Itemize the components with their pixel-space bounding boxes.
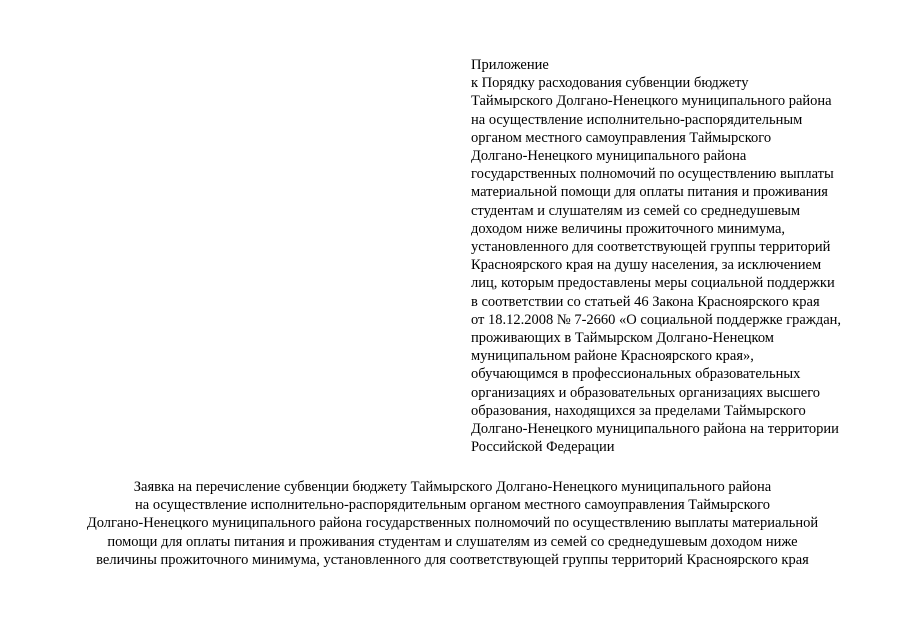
appendix-line: студентам и слушателям из семей со среднедушевым xyxy=(471,202,801,219)
appendix-line: Долгано-Ненецкого муниципального района на территории xyxy=(471,421,839,438)
appendix-line: Таймырского Долгано-Ненецкого муниципального района xyxy=(471,93,832,110)
appendix-line: установленного для соответствующей группы территорий xyxy=(471,239,831,256)
appendix-line: Долгано-Ненецкого муниципального района xyxy=(471,148,747,165)
request-title-line: Долгано-Ненецкого муниципального района государственных полномочий по осуществлению выплаты материальной xyxy=(86,515,819,532)
appendix-line: в соответствии со статьей 46 Закона Красноярского края xyxy=(471,293,820,310)
appendix-heading: Приложение xyxy=(471,57,549,73)
appendix-line: от 18.12.2008 № 7-2660 «О социальной поддержке граждан, xyxy=(471,311,842,328)
appendix-line: доходом ниже величины прожиточного минимума, xyxy=(471,220,786,237)
request-title-line: на осуществление исполнительно-распорядительным органом местного самоуправления Таймырского xyxy=(135,497,770,514)
appendix-line: проживающих в Таймырском Долгано-Ненецком xyxy=(471,330,774,347)
appendix-line: лиц, которым предоставлены меры социальной поддержки xyxy=(471,275,835,292)
appendix-line: обучающимся в профессиональных образовательных xyxy=(471,366,801,383)
appendix-line: организациях и образовательных организациях высшего xyxy=(471,384,821,401)
appendix-line: на осуществление исполнительно-распорядительным xyxy=(471,111,803,128)
appendix-block xyxy=(471,56,891,456)
request-title-line: Заявка на перечисление субвенции бюджету Таймырского Долгано-Ненецкого муниципального района xyxy=(133,479,772,495)
appendix-line: органом местного самоуправления Таймырского xyxy=(471,129,772,146)
appendix-line: образования, находящихся за пределами Таймырского xyxy=(471,402,806,419)
appendix-line: Красноярского края на душу населения, за исключением xyxy=(471,257,822,274)
appendix-line: Российской Федерации xyxy=(471,439,615,456)
appendix-line: муниципальном районе Красноярского края», xyxy=(471,348,754,365)
request-title xyxy=(20,478,885,569)
appendix-line: материальной помощи для оплаты питания и проживания xyxy=(471,184,828,201)
request-title-line: помощи для оплаты питания и проживания студентам и слушателям из семей со среднедушевым доходом ниже xyxy=(107,533,798,550)
request-title-line: величины прожиточного минимума, установленного для соответствующей группы территорий Красноярского края xyxy=(96,551,809,568)
appendix-line: государственных полномочий по осуществлению выплаты xyxy=(471,166,834,183)
appendix-line: к Порядку расходования субвенции бюджету xyxy=(471,75,749,92)
